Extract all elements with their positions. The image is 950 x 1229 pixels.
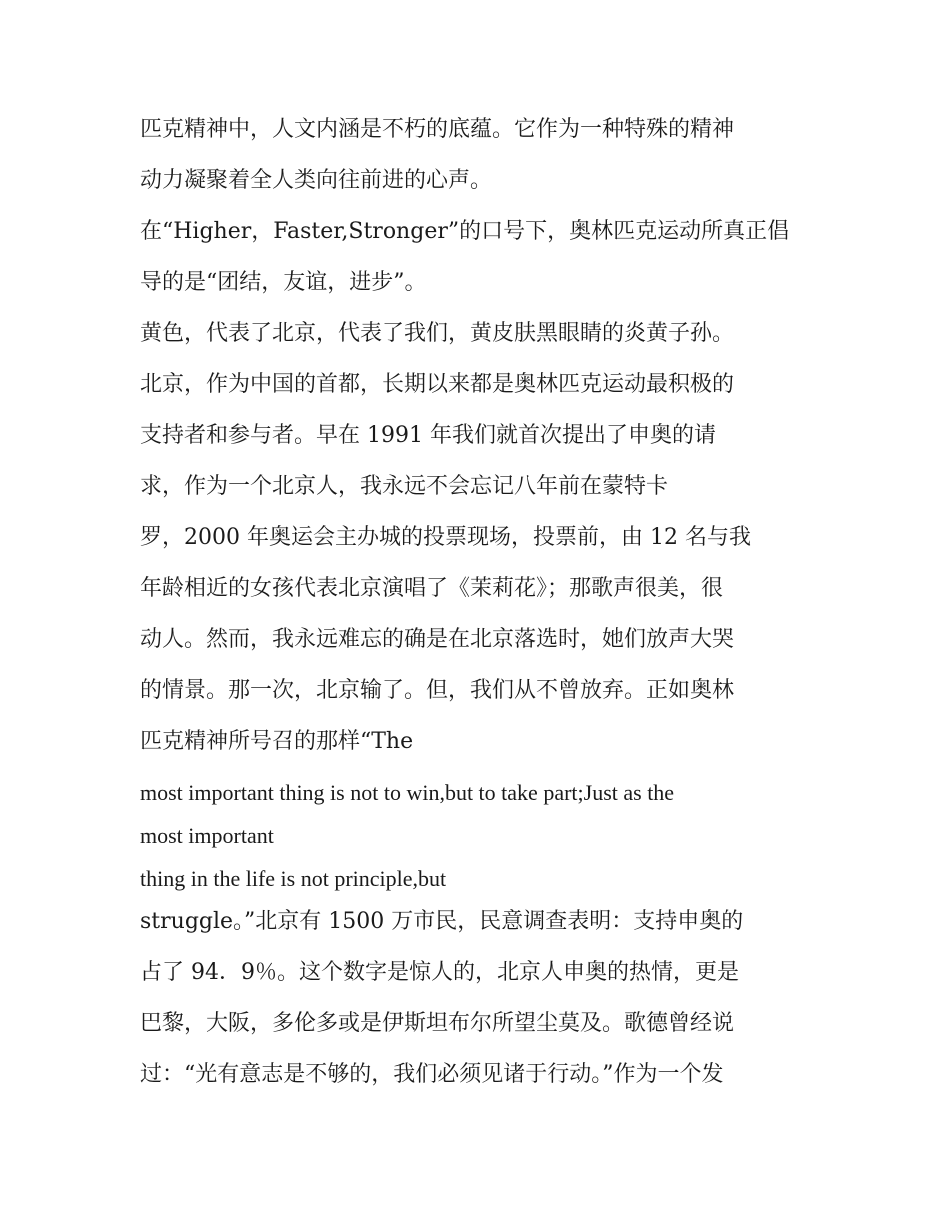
text-line: 动人。然而，我永远难忘的确是在北京落选时，她们放声大哭: [140, 627, 735, 652]
text-line: 年龄相近的女孩代表北京演唱了《茉莉花》；那歌声很美，很: [140, 576, 724, 601]
text-line: thing in the life is not principle,but: [140, 866, 447, 891]
text-line: 占了 94．9％。这个数字是惊人的，北京人申奥的热情，更是: [140, 960, 739, 985]
text-line: 匹克精神所号召的那样“The: [140, 729, 414, 754]
text-line: 的情景。那一次，北京输了。但，我们从不曾放弃。正如奥林: [140, 678, 735, 703]
text-line: struggle。”北京有 1500 万市民，民意调查表明：支持申奥的: [140, 909, 744, 934]
text-line: most important thing is not to win,but to take part;Just as the: [140, 780, 675, 805]
body-text: [140, 106, 820, 1102]
text-line: most important: [140, 823, 274, 848]
text-line: 动力凝聚着全人类向往前进的心声。: [140, 168, 493, 193]
text-line: 北京，作为中国的首都，长期以来都是奥林匹克运动最积极的: [140, 372, 735, 397]
text-line: 求，作为一个北京人，我永远不会忘记八年前在蒙特卡: [140, 474, 669, 499]
text-line: 罗，2000 年奥运会主办城的投票现场，投票前，由 12 名与我: [140, 525, 751, 550]
text-line: 过：“光有意志是不够的，我们必须见诸于行动。”作为一个发: [140, 1062, 724, 1087]
text-line: 支持者和参与者。早在 1991 年我们就首次提出了申奥的请: [140, 423, 716, 448]
text-line: 巴黎，大阪，多伦多或是伊斯坦布尔所望尘莫及。歌德曾经说: [140, 1011, 735, 1036]
text-line: 在“Higher，Faster,Stronger”的口号下，奥林匹克运动所真正倡: [140, 219, 790, 244]
text-line: 匹克精神中，人文内涵是不朽的底蕴。它作为一种特殊的精神: [140, 117, 735, 142]
text-line: 导的是“团结，友谊，进步”。: [140, 270, 427, 295]
text-line: 黄色，代表了北京，代表了我们，黄皮肤黑眼睛的炎黄子孙。: [140, 321, 735, 346]
